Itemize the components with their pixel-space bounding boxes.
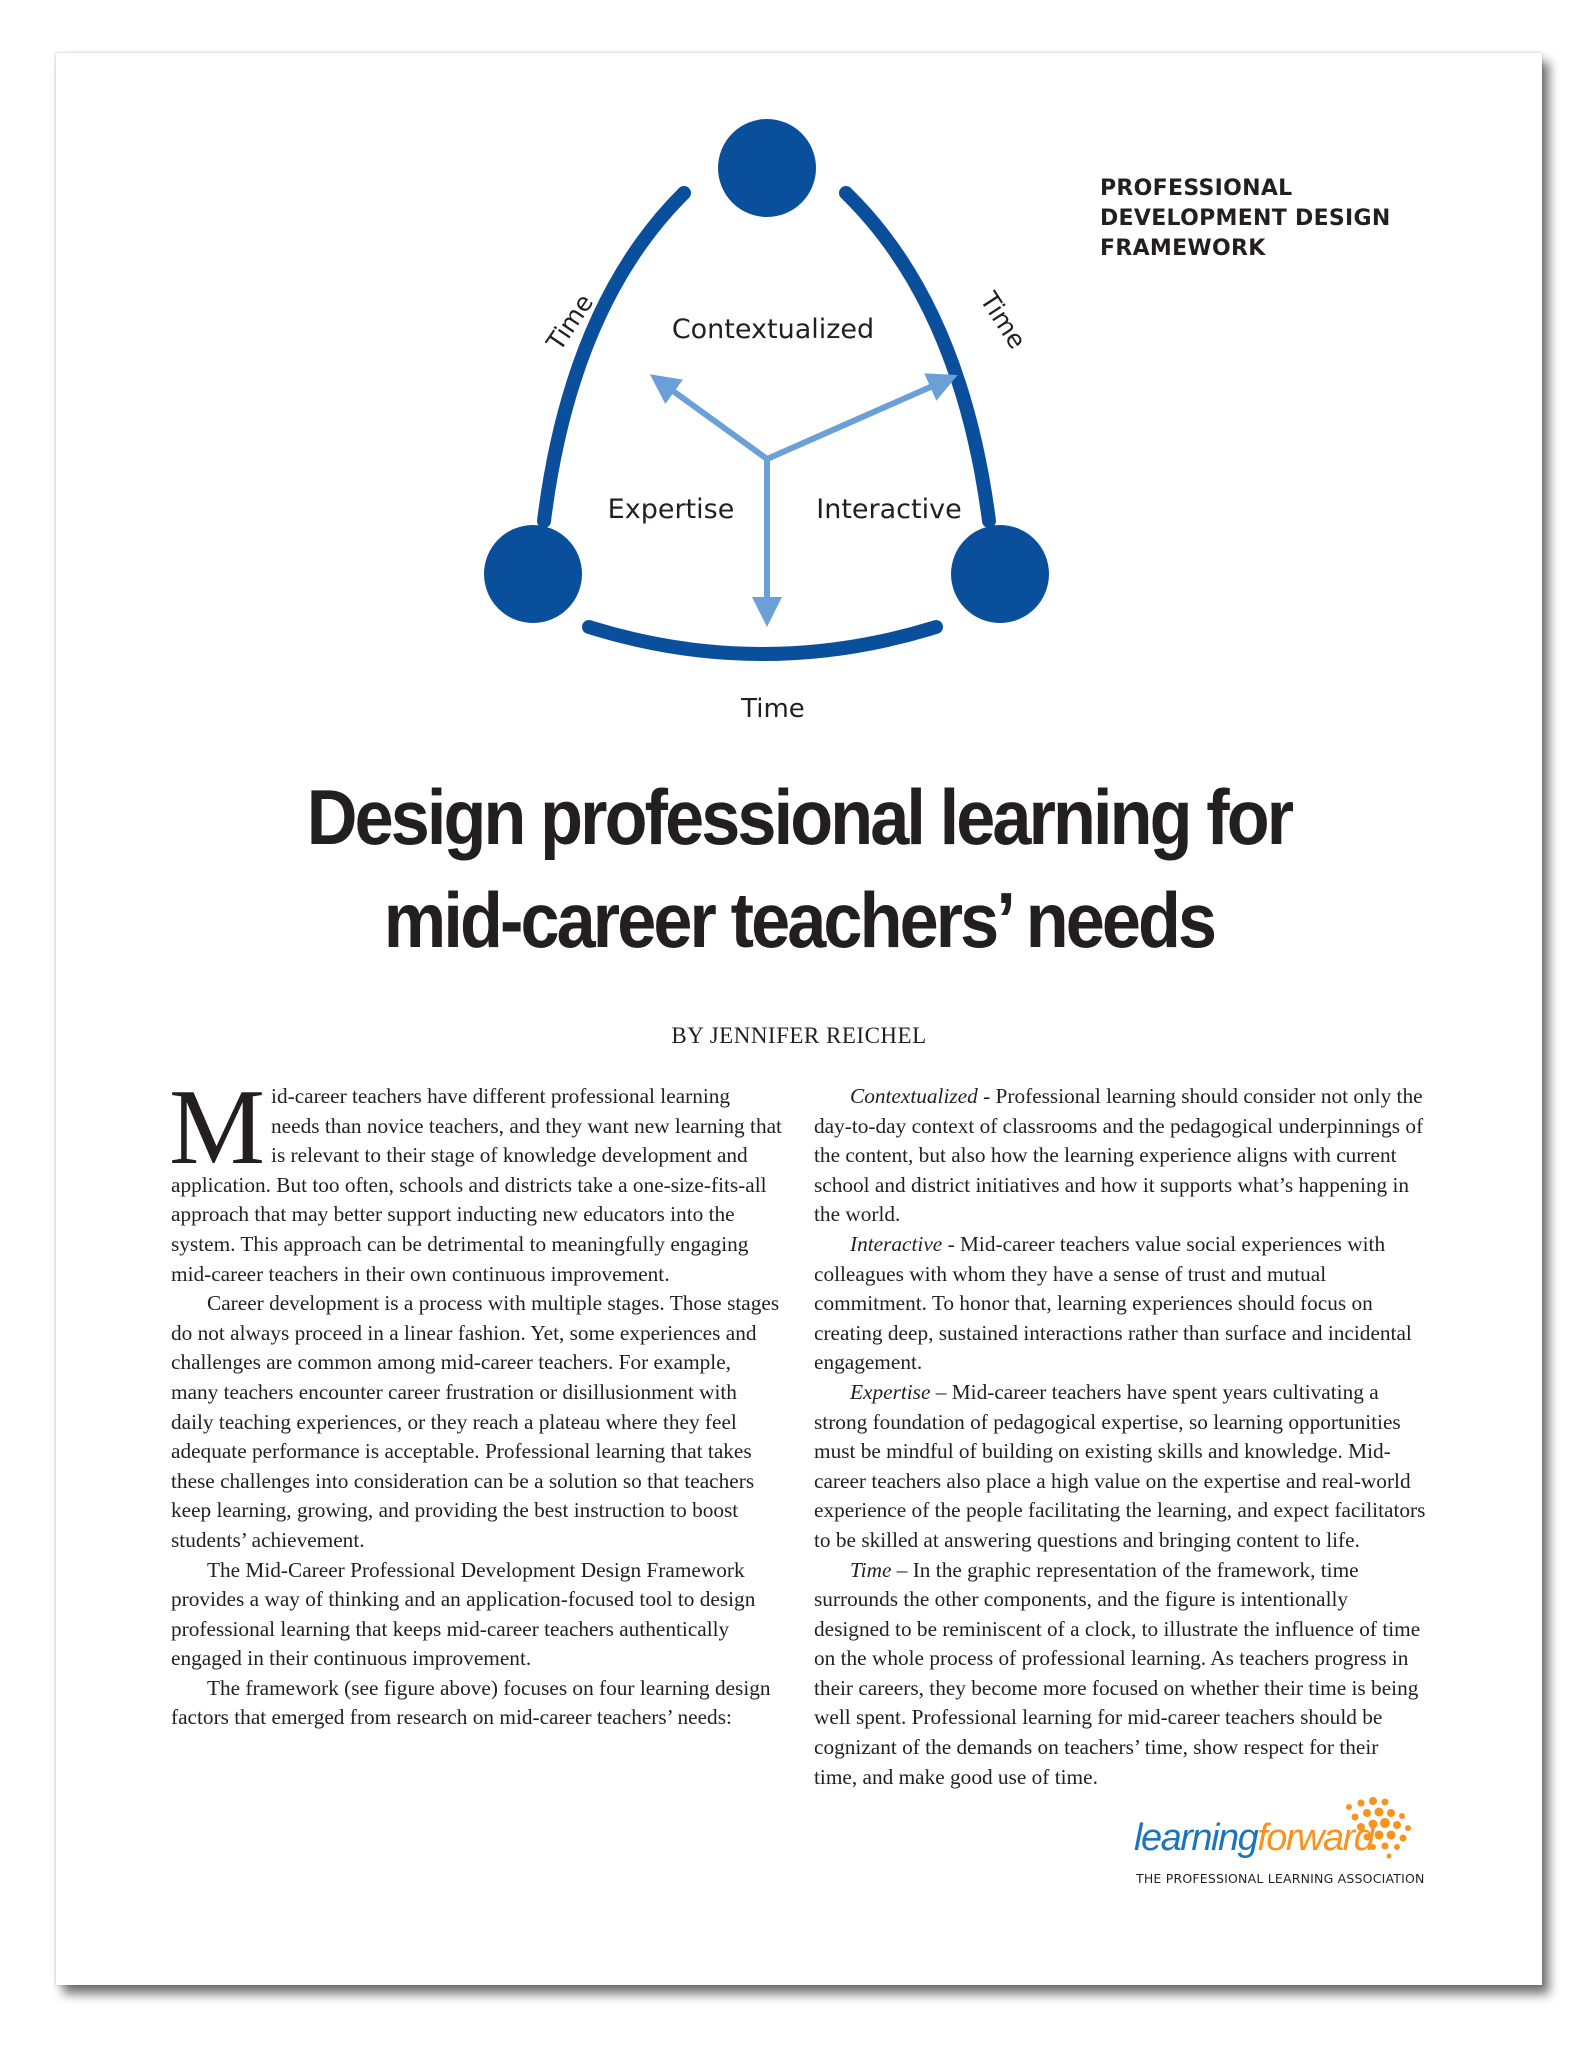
byline: BY JENNIFER REICHEL bbox=[671, 1023, 927, 1048]
logo-word-learning: learning bbox=[1134, 1817, 1258, 1859]
right-column bbox=[814, 1082, 1426, 1792]
logo-tagline: THE PROFESSIONAL LEARNING ASSOCIATION bbox=[1136, 1871, 1425, 1886]
logo-word-forward: forward bbox=[1257, 1817, 1374, 1859]
contextualized-paragraph bbox=[814, 1082, 1426, 1230]
interactive-term: Interactive bbox=[850, 1231, 943, 1256]
headline-line-2: mid-career teachers’ needs bbox=[383, 876, 1215, 964]
time-label-right: Time bbox=[974, 286, 1032, 354]
contextualized-term: Contextualized bbox=[850, 1084, 978, 1108]
time-label-left: Time bbox=[540, 288, 600, 356]
time-arc-left bbox=[544, 193, 684, 521]
framework-label-line: PROFESSIONAL bbox=[1100, 176, 1293, 201]
expertise-text: Mid-career teachers have spent years cultivating a strong foundation of pedagogical expertise, so learning opportunities must be mindful of building on existing skills and knowledge. Mid-career teachers also place a high value on the expertise and real-world experience of the people facilitating the learning, and expect facilitators to be skilled at answering questions and bringing content to life. bbox=[814, 1379, 1426, 1552]
factors-intro-paragraph: The framework (see figure above) focuses on four learning design factors that emerged from research on mid-career teachers’ needs: bbox=[171, 1675, 771, 1730]
node-right bbox=[951, 525, 1049, 623]
time-arc-bottom bbox=[589, 627, 936, 654]
framework-label-line: FRAMEWORK bbox=[1100, 236, 1266, 261]
contextualized-separator: - bbox=[977, 1084, 996, 1108]
time-label-bottom: Time bbox=[741, 694, 805, 724]
interactive-separator: - bbox=[942, 1231, 960, 1256]
intro-text: id-career teachers have different professional learning needs than novice teachers, and they want new learning that is relevant to their stage of knowledge development and application. But too often, schools and districts take a one-size-fits-all approach that may better support inducting new educators into the system. This approach can be detrimental to meaningfully engaging mid-career teachers in their own continuous improvement. bbox=[171, 1084, 782, 1286]
framework-label bbox=[1100, 174, 1420, 264]
expertise-label: Expertise bbox=[607, 494, 735, 525]
learning-forward-logo bbox=[1134, 1795, 1434, 1895]
expertise-separator: – bbox=[930, 1379, 952, 1404]
interactive-label: Interactive bbox=[816, 494, 962, 525]
framework-paragraph: The Mid-Career Professional Development Design Framework provides a way of thinking and an application-focused tool to design professional learning that keeps mid-career teachers authentically engaged in their continuous improvement. bbox=[171, 1557, 756, 1671]
framework-diagram bbox=[56, 53, 1542, 773]
time-separator: – bbox=[891, 1557, 913, 1582]
interactive-paragraph bbox=[814, 1230, 1426, 1378]
time-text: In the graphic representation of the framework, time surrounds the other components, and the figure is intentionally designed to be reminiscent of a clock, to illustrate the influence of time on the whole process of professional learning. As teachers progress in their careers, they become more focused on whether their time is being well spent. Professional learning for mid-career teachers should be cognizant of the demands on teachers’ time, show respect for their time, and make good use of time. bbox=[814, 1557, 1421, 1789]
expertise-term: Expertise bbox=[850, 1379, 931, 1404]
contextualized-label: Contextualized bbox=[671, 314, 875, 345]
career-development-paragraph: Career development is a process with multiple stages. Those stages do not always proceed in a linear fashion. Yet, some experiences and challenges are common among mid-career teachers. For example, many teachers encounter career frustration or disillusionment with daily teaching experiences, or they reach a plateau where they feel adequate performance is acceptable. Professional learning that takes these challenges into consideration can be a solution so that teachers keep learning, growing, and providing the best instruction to boost students’ achievement. bbox=[171, 1291, 780, 1552]
headline bbox=[130, 766, 1467, 972]
node-top bbox=[718, 119, 816, 217]
time-term: Time bbox=[850, 1557, 892, 1582]
time-arc-right bbox=[846, 193, 989, 521]
framework-label-line: DEVELOPMENT DESIGN bbox=[1100, 206, 1391, 231]
interactive-text: Mid-career teachers value social experiences with colleagues with whom they have a sense of trust and mutual commitment. To honor that, learning experiences should focus on creating deep, sustained interactions rather than surface and incidental engagement. bbox=[814, 1231, 1412, 1375]
logo-wordmark bbox=[1134, 1817, 1373, 1860]
intro-paragraph bbox=[169, 1068, 783, 1289]
drop-cap: M bbox=[169, 1068, 266, 1187]
page bbox=[56, 53, 1542, 1985]
left-column bbox=[169, 1068, 783, 1733]
expertise-paragraph bbox=[814, 1378, 1426, 1556]
node-left bbox=[484, 525, 582, 623]
time-paragraph bbox=[814, 1556, 1426, 1793]
contextualized-text: Professional learning should consider not only the day-to-day context of classrooms and the pedagogical underpinnings of the content, but also how the learning experience aligns with current school and district initiatives and how it supports what’s happening in the world. bbox=[814, 1084, 1424, 1227]
headline-line-1: Design professional learning for bbox=[306, 773, 1292, 861]
